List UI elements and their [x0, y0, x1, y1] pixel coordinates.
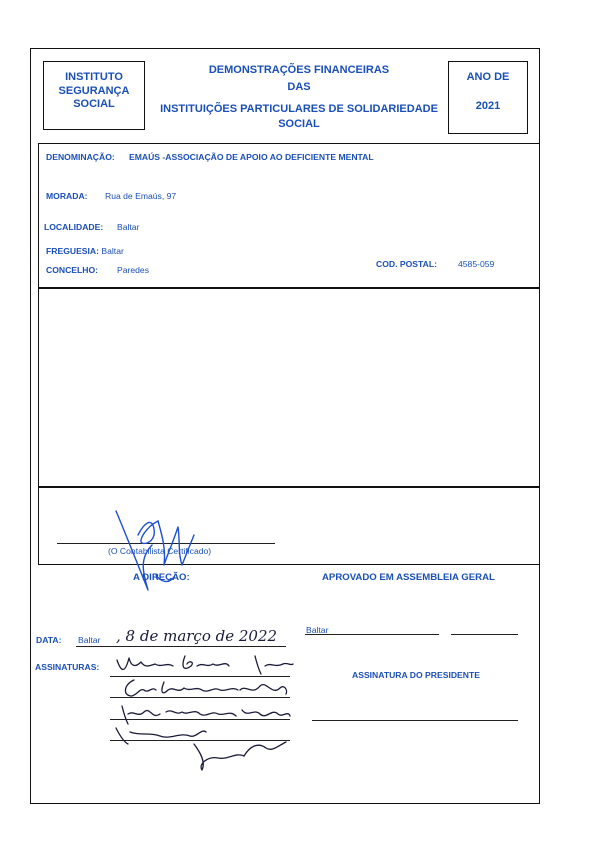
freguesia-row — [46, 246, 124, 256]
director-signature-4 — [110, 722, 290, 772]
data-place: Baltar — [78, 635, 101, 645]
institute-box — [43, 61, 145, 130]
title-line-4: SOCIAL — [278, 118, 320, 130]
data-line — [76, 646, 286, 647]
title-line-2: DAS — [287, 81, 311, 93]
concelho-value: Paredes — [117, 265, 150, 275]
morada-value: Rua de Emaús, 97 — [105, 191, 177, 201]
notes-box — [38, 288, 540, 487]
freguesia-label: FREGUESIA: — [46, 246, 99, 256]
right-date-line-2 — [451, 634, 518, 635]
denominacao-label: DENOMINAÇÃO: — [46, 152, 115, 162]
institute-line-1: INSTITUTO — [65, 71, 123, 83]
right-place: Baltar — [306, 625, 329, 635]
title-line-1: DEMONSTRAÇÕES FINANCEIRAS — [208, 64, 390, 76]
year-value: 2021 — [475, 100, 501, 112]
morada-label: MORADA: — [46, 191, 88, 201]
data-handwritten: , 8 de março de 2022 — [116, 627, 278, 645]
denominacao-value: EMAÚS -ASSOCIAÇÃO DE APOIO AO DEFICIENTE MENTAL — [129, 152, 374, 162]
cod-postal-label: COD. POSTAL: — [376, 259, 437, 269]
localidade-label: LOCALIDADE: — [44, 222, 104, 232]
direcao-label: A DIREÇÃO: — [133, 572, 190, 583]
cod-postal-value: 4585-059 — [458, 259, 495, 269]
right-date-line-1 — [305, 634, 439, 635]
director-signature-1 — [115, 652, 295, 678]
institute-line-3: SOCIAL — [73, 98, 115, 110]
localidade-value: Baltar — [117, 222, 140, 232]
concelho-label: CONCELHO: — [46, 265, 99, 275]
aprovado-label: APROVADO EM ASSEMBLEIA GERAL — [322, 572, 495, 583]
presidente-signature-line — [312, 720, 518, 721]
director-signature-2 — [120, 676, 290, 702]
year-box — [448, 61, 528, 134]
accountant-caption: (O Contabilista Certificado) — [108, 546, 212, 556]
institute-text — [44, 71, 144, 112]
assinaturas-label: ASSINATURAS: — [35, 662, 100, 672]
freguesia-value: Baltar — [101, 246, 124, 256]
data-label: DATA: — [36, 635, 62, 645]
year-label: ANO DE — [466, 71, 510, 83]
accountant-signature — [108, 505, 198, 600]
presidente-label: ASSINATURA DO PRESIDENTE — [352, 670, 480, 680]
institute-line-2: SEGURANÇA — [58, 84, 130, 97]
title-line-3: INSTITUIÇÕES PARTICULARES DE SOLIDARIEDADE — [160, 103, 438, 115]
